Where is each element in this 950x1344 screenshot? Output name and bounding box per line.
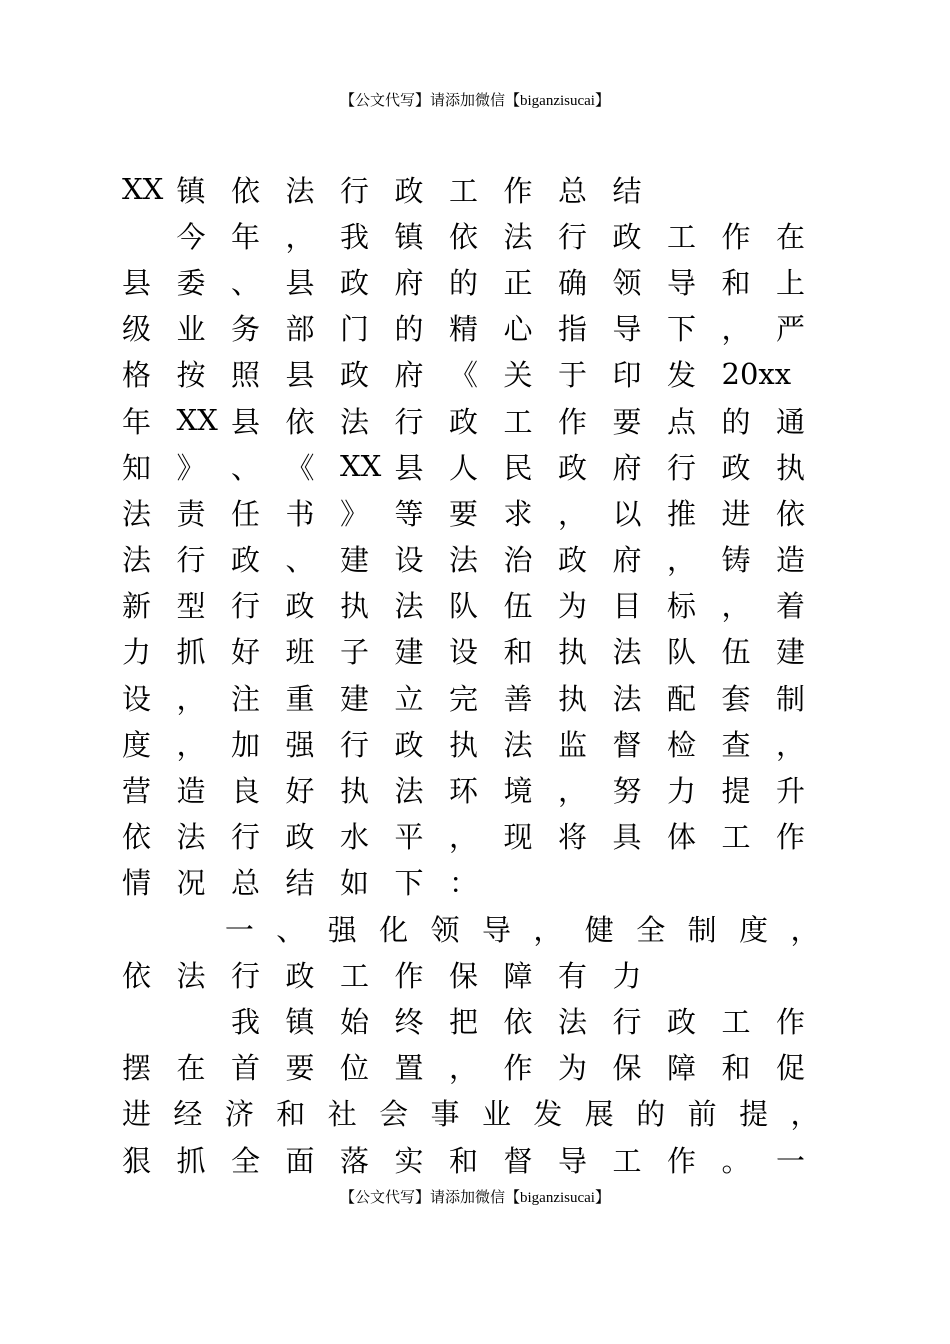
text-glyph: 印 (612, 358, 642, 393)
text-line (122, 951, 842, 997)
text-glyph: 作 (721, 219, 751, 254)
text-glyph: 作 (776, 1004, 806, 1039)
document-body (122, 166, 842, 1182)
text-glyph: 伍 (721, 635, 751, 670)
text-glyph: 我 (340, 219, 370, 254)
text-glyph: 度 (739, 912, 769, 947)
text-glyph: 队 (667, 635, 697, 670)
text-glyph: 首 (231, 1051, 261, 1086)
text-glyph: 》 (340, 496, 370, 531)
text-glyph: 我 (231, 1004, 261, 1039)
text-glyph: 行 (612, 1004, 642, 1039)
text-glyph: 工 (340, 958, 370, 993)
text-line (122, 1044, 842, 1090)
page-header: 【公文代写】请添加微信【biganzisucai】 (340, 93, 610, 109)
text-glyph: 目 (612, 589, 642, 624)
text-glyph: 工 (503, 404, 533, 439)
text-glyph: 执 (340, 589, 370, 624)
text-glyph: 全 (636, 912, 666, 947)
text-glyph: 加 (231, 727, 261, 762)
text-glyph: 求 (503, 496, 533, 531)
text-glyph: 设 (122, 681, 152, 716)
text-glyph: 法 (285, 173, 315, 208)
text-glyph: 为 (558, 589, 588, 624)
text-glyph: 下 (394, 866, 424, 901)
text-glyph: 在 (176, 1051, 206, 1086)
text-glyph: 在 (776, 219, 806, 254)
text-glyph: 如 (340, 866, 370, 901)
text-line (122, 212, 842, 258)
text-glyph: 型 (176, 589, 206, 624)
text-glyph: 点 (667, 404, 697, 439)
text-glyph: ， (176, 727, 206, 762)
text-glyph: 依 (503, 1004, 533, 1039)
text-glyph: 置 (394, 1051, 424, 1086)
text-glyph: 抓 (176, 635, 206, 670)
text-glyph: 新 (122, 589, 152, 624)
text-glyph: 结 (612, 173, 642, 208)
text-glyph: 位 (340, 1051, 370, 1086)
text-glyph: 好 (231, 635, 261, 670)
text-glyph: 执 (558, 681, 588, 716)
text-glyph: 任 (231, 496, 261, 531)
text-glyph: ， (667, 543, 697, 578)
text-glyph: ， (558, 496, 588, 531)
text-glyph: 《 (449, 358, 479, 393)
text-glyph: 制 (776, 681, 806, 716)
text-glyph: 设 (394, 543, 424, 578)
page-footer: 【公文代写】请添加微信【biganzisucai】 (340, 1190, 610, 1206)
text-glyph: 进 (721, 496, 751, 531)
text-line (122, 536, 842, 582)
text-glyph: 力 (122, 635, 152, 670)
text-glyph: 好 (285, 774, 315, 809)
text-glyph: ， (558, 774, 588, 809)
text-glyph: 作 (503, 173, 533, 208)
text-glyph: 况 (176, 866, 206, 901)
text-glyph: 依 (122, 820, 152, 855)
text-glyph: 重 (285, 681, 315, 716)
text-line (122, 628, 842, 674)
text-line (122, 582, 842, 628)
text-glyph: 良 (231, 774, 261, 809)
text-glyph: 有 (558, 958, 588, 993)
text-glyph: 政 (394, 173, 424, 208)
text-glyph: 政 (667, 1004, 697, 1039)
text-glyph: 法 (503, 727, 533, 762)
text-glyph: 总 (558, 173, 588, 208)
text-glyph: 会 (379, 1097, 409, 1132)
text-glyph: 平 (394, 820, 424, 855)
text-glyph: 健 (584, 912, 614, 947)
text-glyph: 展 (584, 1097, 614, 1132)
text-glyph: 镇 (176, 173, 206, 208)
text-glyph: 执 (449, 727, 479, 762)
text-glyph: 要 (285, 1051, 315, 1086)
text-glyph: 为 (558, 1051, 588, 1086)
text-glyph: ， (790, 1097, 820, 1132)
text-glyph: 法 (176, 820, 206, 855)
text-glyph: 县 (285, 358, 315, 393)
text-glyph: 法 (612, 635, 642, 670)
text-line (122, 674, 842, 720)
text-glyph: 力 (667, 774, 697, 809)
text-glyph: 、 (276, 912, 306, 947)
text-line (122, 489, 842, 535)
text-glyph: 把 (449, 1004, 479, 1039)
text-line (122, 258, 842, 304)
text-glyph: 政 (394, 727, 424, 762)
text-glyph: 法 (176, 958, 206, 993)
text-glyph: 建 (340, 543, 370, 578)
text-line (122, 305, 842, 351)
text-glyph: 府 (612, 543, 642, 578)
text-glyph: 保 (612, 1051, 642, 1086)
text-glyph: 的 (636, 1097, 666, 1132)
text-glyph: 精 (449, 312, 479, 347)
text-glyph: 具 (612, 820, 642, 855)
text-glyph: 通 (776, 404, 806, 439)
text-glyph: 按 (176, 358, 206, 393)
text-glyph: 镇 (285, 1004, 315, 1039)
text-glyph: 度 (122, 727, 152, 762)
text-line (122, 905, 842, 951)
text-glyph: 格 (122, 358, 152, 393)
text-glyph: 《 (285, 450, 315, 485)
text-glyph: 作 (558, 404, 588, 439)
text-glyph: 治 (503, 543, 533, 578)
text-glyph: 业 (176, 312, 206, 347)
text-glyph: 水 (340, 820, 370, 855)
text-glyph: 照 (231, 358, 261, 393)
text-glyph: 府 (394, 358, 424, 393)
text-glyph: 造 (776, 543, 806, 578)
text-glyph: 社 (327, 1097, 357, 1132)
text-glyph: 终 (394, 1004, 424, 1039)
text-glyph: 一 (776, 1143, 806, 1178)
text-glyph: ， (449, 820, 479, 855)
text-glyph: XX (340, 449, 382, 484)
text-glyph: 注 (231, 681, 261, 716)
text-glyph: 强 (285, 727, 315, 762)
text-glyph: 书 (285, 496, 315, 531)
text-glyph: 建 (776, 635, 806, 670)
text-glyph: 作 (776, 820, 806, 855)
text-glyph: 依 (776, 496, 806, 531)
text-glyph: 作 (394, 958, 424, 993)
text-line (122, 1090, 842, 1136)
text-glyph: 作 (667, 1143, 697, 1178)
text-glyph: 行 (231, 589, 261, 624)
text-glyph: ， (721, 589, 751, 624)
text-glyph: ， (776, 727, 806, 762)
document-title (122, 166, 842, 212)
text-glyph: 关 (503, 358, 533, 393)
text-glyph: 的 (449, 265, 479, 300)
text-glyph: ， (176, 681, 206, 716)
text-line (122, 766, 842, 812)
text-line (122, 1136, 842, 1182)
text-glyph: 造 (176, 774, 206, 809)
text-glyph: 强 (327, 912, 357, 947)
text-glyph: 、 (285, 543, 315, 578)
text-glyph: 提 (739, 1097, 769, 1132)
text-glyph: 抓 (176, 1143, 206, 1178)
text-glyph: 始 (340, 1004, 370, 1039)
text-glyph: ， (790, 912, 820, 947)
text-glyph: 镇 (394, 219, 424, 254)
text-glyph: 工 (449, 173, 479, 208)
text-glyph: 年 (122, 404, 152, 439)
text-glyph: 门 (340, 312, 370, 347)
text-glyph: 法 (394, 774, 424, 809)
text-glyph: 推 (667, 496, 697, 531)
text-glyph: 体 (667, 820, 697, 855)
text-glyph: 领 (430, 912, 460, 947)
text-glyph: 法 (558, 1004, 588, 1039)
text-glyph: 导 (481, 912, 511, 947)
text-glyph: 今 (176, 219, 206, 254)
text-glyph: 和 (503, 635, 533, 670)
text-glyph: 作 (503, 1051, 533, 1086)
text-glyph: 政 (340, 265, 370, 300)
text-glyph: 导 (558, 1143, 588, 1178)
text-glyph: 促 (776, 1051, 806, 1086)
text-glyph: 队 (449, 589, 479, 624)
text-glyph: 经 (173, 1097, 203, 1132)
text-glyph: 将 (558, 820, 588, 855)
text-glyph: 狠 (122, 1143, 152, 1178)
text-glyph: 完 (449, 681, 479, 716)
text-glyph: 政 (449, 404, 479, 439)
text-glyph: 行 (231, 820, 261, 855)
text-glyph: 民 (503, 450, 533, 485)
text-glyph: 事 (430, 1097, 460, 1132)
text-glyph: 务 (231, 312, 261, 347)
text-glyph: 行 (176, 543, 206, 578)
text-glyph: 境 (503, 774, 533, 809)
text-glyph: 政 (285, 958, 315, 993)
text-glyph: 20xx (721, 356, 792, 391)
text-glyph: 的 (721, 404, 751, 439)
text-glyph: 政 (558, 543, 588, 578)
text-glyph: ： (449, 866, 479, 901)
text-line (122, 443, 842, 489)
text-glyph: 铸 (721, 543, 751, 578)
text-glyph: 工 (721, 820, 751, 855)
text-glyph: ， (285, 219, 315, 254)
text-glyph: 依 (231, 173, 261, 208)
text-glyph: 督 (612, 727, 642, 762)
text-glyph: 委 (176, 265, 206, 300)
text-glyph: 济 (224, 1097, 254, 1132)
text-glyph: 发 (667, 358, 697, 393)
text-glyph: 制 (687, 912, 717, 947)
text-glyph: 、 (231, 265, 261, 300)
text-glyph: 总 (231, 866, 261, 901)
text-glyph: 查 (721, 727, 751, 762)
text-glyph: XX (122, 172, 164, 207)
text-glyph: 配 (667, 681, 697, 716)
text-glyph: 确 (558, 265, 588, 300)
text-glyph: 导 (612, 312, 642, 347)
text-glyph: 部 (285, 312, 315, 347)
text-line (122, 397, 842, 443)
text-glyph: 工 (612, 1143, 642, 1178)
text-glyph: 建 (340, 681, 370, 716)
text-glyph: 依 (449, 219, 479, 254)
text-glyph: 正 (503, 265, 533, 300)
text-glyph: 实 (394, 1143, 424, 1178)
text-glyph: 面 (285, 1143, 315, 1178)
text-glyph: 检 (667, 727, 697, 762)
text-glyph: 行 (558, 219, 588, 254)
text-glyph: 前 (687, 1097, 717, 1132)
text-glyph: 县 (231, 404, 261, 439)
text-glyph: 领 (612, 265, 642, 300)
text-glyph: 努 (612, 774, 642, 809)
text-glyph: 保 (449, 958, 479, 993)
text-glyph: 行 (231, 958, 261, 993)
text-line (122, 813, 842, 859)
text-glyph: 政 (340, 358, 370, 393)
text-glyph: 行 (340, 173, 370, 208)
text-glyph: 和 (449, 1143, 479, 1178)
text-glyph: 于 (558, 358, 588, 393)
text-glyph: 业 (481, 1097, 511, 1132)
text-glyph: 下 (667, 312, 697, 347)
text-glyph: 政 (612, 219, 642, 254)
text-glyph: 营 (122, 774, 152, 809)
text-glyph: 子 (340, 635, 370, 670)
text-glyph: 》 (176, 450, 206, 485)
text-glyph: 法 (340, 404, 370, 439)
text-glyph: 知 (122, 450, 152, 485)
text-glyph: 要 (612, 404, 642, 439)
text-glyph: 执 (558, 635, 588, 670)
text-glyph: 善 (503, 681, 533, 716)
text-glyph: 督 (503, 1143, 533, 1178)
text-glyph: 障 (503, 958, 533, 993)
text-glyph: ， (449, 1051, 479, 1086)
text-glyph: 级 (122, 312, 152, 347)
text-glyph: 法 (612, 681, 642, 716)
text-glyph: 人 (449, 450, 479, 485)
text-glyph: 责 (176, 496, 206, 531)
text-glyph: 立 (394, 681, 424, 716)
text-glyph: 着 (776, 589, 806, 624)
text-glyph: 结 (285, 866, 315, 901)
text-glyph: 建 (394, 635, 424, 670)
text-glyph: 工 (667, 219, 697, 254)
text-glyph: 标 (667, 589, 697, 624)
text-glyph: 心 (503, 312, 533, 347)
text-glyph: 行 (667, 450, 697, 485)
text-glyph: 和 (721, 1051, 751, 1086)
text-glyph: ， (721, 312, 751, 347)
text-glyph: 政 (285, 820, 315, 855)
text-glyph: 进 (122, 1097, 152, 1132)
text-glyph: 依 (285, 404, 315, 439)
text-glyph: 摆 (122, 1051, 152, 1086)
text-glyph: 工 (721, 1004, 751, 1039)
text-glyph: 法 (122, 496, 152, 531)
text-line (122, 997, 842, 1043)
text-line (122, 351, 842, 397)
text-glyph: 以 (612, 496, 642, 531)
text-glyph: 县 (122, 265, 152, 300)
text-glyph: 、 (231, 450, 261, 485)
text-glyph: 环 (449, 774, 479, 809)
text-glyph: 行 (394, 404, 424, 439)
text-glyph: 伍 (503, 589, 533, 624)
text-glyph: 依 (122, 958, 152, 993)
text-glyph: 法 (503, 219, 533, 254)
text-glyph: 化 (379, 912, 409, 947)
text-glyph: 法 (449, 543, 479, 578)
text-glyph: 县 (394, 450, 424, 485)
text-glyph: 和 (276, 1097, 306, 1132)
text-glyph: 现 (503, 820, 533, 855)
text-glyph: 县 (285, 265, 315, 300)
text-glyph: 的 (394, 312, 424, 347)
text-glyph: 障 (667, 1051, 697, 1086)
text-glyph: 落 (340, 1143, 370, 1178)
text-line (122, 859, 842, 905)
text-glyph: 法 (122, 543, 152, 578)
text-glyph: 严 (776, 312, 806, 347)
text-glyph: 。 (721, 1143, 751, 1178)
text-glyph: 要 (449, 496, 479, 531)
text-glyph: 政 (721, 450, 751, 485)
text-glyph: 指 (558, 312, 588, 347)
text-glyph: 监 (558, 727, 588, 762)
text-glyph: 政 (285, 589, 315, 624)
text-glyph: 法 (394, 589, 424, 624)
text-glyph: 府 (612, 450, 642, 485)
text-glyph: 政 (558, 450, 588, 485)
text-glyph: 一 (224, 912, 254, 947)
text-glyph: 和 (721, 265, 751, 300)
text-glyph: 力 (612, 958, 642, 993)
text-glyph: 情 (122, 866, 152, 901)
text-glyph: 提 (721, 774, 751, 809)
text-glyph: 设 (449, 635, 479, 670)
text-glyph: ， (533, 912, 563, 947)
text-glyph: 府 (394, 265, 424, 300)
text-glyph: 班 (285, 635, 315, 670)
text-glyph: XX (176, 403, 218, 438)
text-glyph: 等 (394, 496, 424, 531)
text-glyph: 全 (231, 1143, 261, 1178)
text-glyph: 套 (721, 681, 751, 716)
text-glyph: 行 (340, 727, 370, 762)
text-glyph: 执 (340, 774, 370, 809)
text-line (122, 720, 842, 766)
text-glyph: 上 (776, 265, 806, 300)
text-glyph: 年 (231, 219, 261, 254)
text-glyph: 执 (776, 450, 806, 485)
text-glyph: 升 (776, 774, 806, 809)
text-glyph: 发 (533, 1097, 563, 1132)
text-glyph: 导 (667, 265, 697, 300)
text-glyph: 政 (231, 543, 261, 578)
